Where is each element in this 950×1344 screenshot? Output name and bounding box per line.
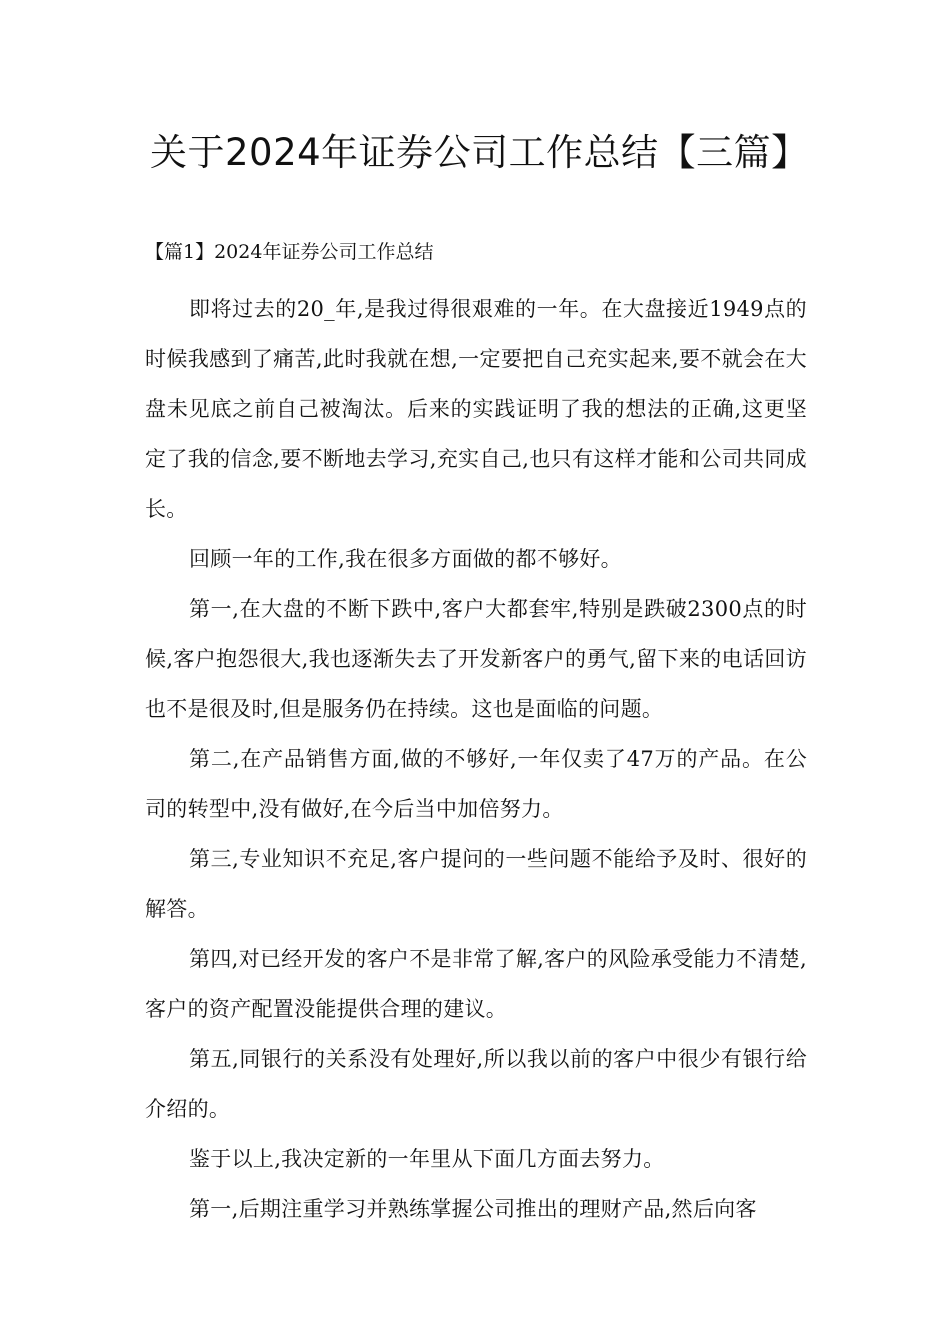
paragraph: 第一,后期注重学习并熟练掌握公司推出的理财产品,然后向客 — [189, 1197, 757, 1221]
paragraph: 第三,专业知识不充足,客户提问的一些问题不能给予及时、很好的解答。 — [145, 847, 807, 921]
paragraph: 第四,对已经开发的客户不是非常了解,客户的风险承受能力不清楚,客户的资产配置没能提供合理的建议。 — [145, 947, 807, 1021]
paragraph: 即将过去的20_年,是我过得很艰难的一年。在大盘接近1949点的时候我感到了痛苦,此时我就在想,一定要把自己充实起来,要不就会在大盘未见底之前自己被淘汰。后来的实践证明了我的想法的正确,这更坚定了我的信念,要不断地去学习,充实自己,也只有这样才能和公司共同成长。 — [145, 297, 807, 521]
paragraph: 鉴于以上,我决定新的一年里从下面几方面去努力。 — [189, 1147, 665, 1171]
document-title: 关于2024年证券公司工作总结【三篇】 — [150, 131, 809, 174]
document-body — [145, 284, 807, 1234]
paragraph: 第二,在产品销售方面,做的不够好,一年仅卖了47万的产品。在公司的转型中,没有做好,在今后当中加倍努力。 — [145, 747, 807, 821]
paragraph: 第一,在大盘的不断下跌中,客户大都套牢,特别是跌破2300点的时候,客户抱怨很大,我也逐渐失去了开发新客户的勇气,留下来的电话回访也不是很及时,但是服务仍在持续。这也是面临的问题。 — [145, 597, 807, 721]
section-heading: 【篇1】2024年证券公司工作总结 — [145, 241, 434, 263]
paragraph: 第五,同银行的关系没有处理好,所以我以前的客户中很少有银行给介绍的。 — [145, 1047, 807, 1121]
paragraph: 回顾一年的工作,我在很多方面做的都不够好。 — [189, 547, 622, 571]
